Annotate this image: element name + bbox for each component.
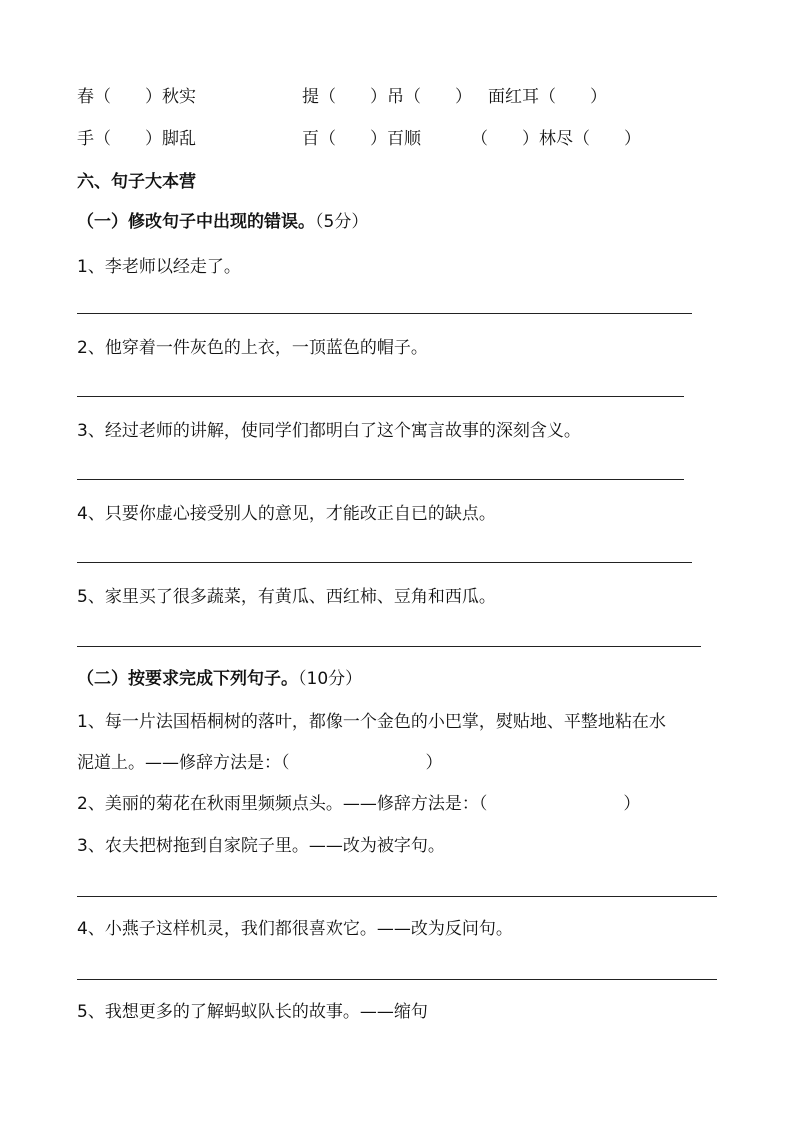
answer-line	[77, 562, 692, 563]
answer-line	[77, 896, 717, 897]
part1-heading	[77, 210, 368, 234]
answer-line	[77, 479, 684, 480]
question-2-4: 4、小燕子这样机灵，我们都很喜欢它。——改为反问句。	[77, 919, 513, 939]
question-1-1: 1、李老师以经走了。	[77, 257, 241, 277]
question-1-2: 2、他穿着一件灰色的上衣，一顶蓝色的帽子。	[77, 338, 428, 358]
answer-line	[77, 396, 684, 397]
part2-score: （10分）	[298, 669, 363, 689]
part2-title: （二）按要求完成下列句子。	[77, 669, 298, 689]
question-1-4: 4、只要你虚心接受别人的意见，才能改正自已的缺点。	[77, 504, 496, 524]
part1-title: （一）修改句子中出现的错误。	[77, 212, 315, 232]
idiom-blank-5: 百（ ）百顺	[302, 129, 421, 149]
idiom-blank-6: （ ）林尽（ ）	[471, 129, 641, 149]
question-2-3: 3、农夫把树拖到自家院子里。——改为被字句。	[77, 836, 445, 856]
question-1-3: 3、经过老师的讲解，使同学们都明白了这个寓言故事的深刻含义。	[77, 421, 581, 441]
question-1-5: 5、家里买了很多蔬菜，有黄瓜、西红柿、豆角和西瓜。	[77, 587, 496, 607]
section-title: 六、句子大本营	[77, 172, 196, 192]
idiom-blank-4: 手（ ）脚乱	[77, 129, 196, 149]
part2-heading	[77, 667, 362, 691]
question-2-2: 2、美丽的菊花在秋雨里频频点头。——修辞方法是：（ ）	[77, 794, 641, 814]
part1-score: （5分）	[315, 212, 369, 232]
question-2-5: 5、我想更多的了解蚂蚁队长的故事。——缩句	[77, 1002, 428, 1022]
question-2-1-cont: 泥道上。——修辞方法是：（ ）	[77, 753, 443, 773]
question-2-1: 1、每一片法国梧桐树的落叶，都像一个金色的小巴掌，熨贴地、平整地粘在水	[77, 712, 666, 732]
idiom-blank-1: 春（ ）秋实	[77, 87, 196, 107]
idiom-blank-2: 提（ ）吊（ ）	[302, 87, 472, 107]
answer-line	[77, 646, 701, 647]
idiom-blank-3: 面红耳（ ）	[488, 87, 607, 107]
answer-line	[77, 979, 717, 980]
answer-line	[77, 313, 692, 314]
